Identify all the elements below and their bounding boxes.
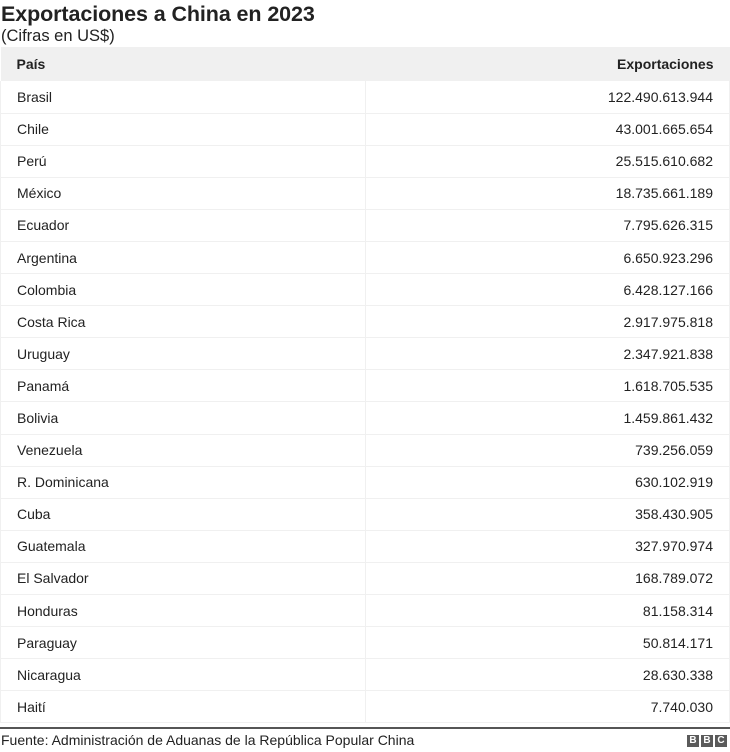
country-cell: Nicaragua — [1, 659, 366, 691]
country-cell: Chile — [1, 113, 366, 145]
country-cell: Guatemala — [1, 530, 366, 562]
footer-divider — [0, 727, 730, 729]
table-header-row — [1, 47, 730, 81]
exports-cell: 6.650.923.296 — [366, 241, 730, 273]
table-row — [1, 466, 730, 498]
exports-cell: 122.490.613.944 — [366, 81, 730, 113]
country-cell: Brasil — [1, 81, 366, 113]
country-cell: Haití — [1, 691, 366, 723]
table-row — [1, 113, 730, 145]
country-cell: Perú — [1, 145, 366, 177]
column-header-country: País — [16, 56, 46, 72]
country-cell: Bolivia — [1, 402, 366, 434]
exports-cell: 2.917.975.818 — [366, 306, 730, 338]
exports-cell: 1.459.861.432 — [366, 402, 730, 434]
exports-cell: 358.430.905 — [366, 498, 730, 530]
chart-subtitle: (Cifras en US$) — [1, 27, 115, 45]
country-cell: Venezuela — [1, 434, 366, 466]
bbc-logo-letter: C — [715, 735, 727, 747]
table-row — [1, 81, 730, 113]
bbc-logo-letter: B — [687, 735, 699, 747]
country-cell: Cuba — [1, 498, 366, 530]
exports-cell: 25.515.610.682 — [366, 145, 730, 177]
table-row — [1, 530, 730, 562]
table-row — [1, 145, 730, 177]
exports-cell: 81.158.314 — [366, 595, 730, 627]
country-cell: El Salvador — [1, 562, 366, 594]
source-note: Fuente: Administración de Aduanas de la República Popular China — [1, 732, 415, 748]
exports-cell: 739.256.059 — [366, 434, 730, 466]
country-cell: R. Dominicana — [1, 466, 366, 498]
country-cell: Panamá — [1, 370, 366, 402]
exports-cell: 7.795.626.315 — [366, 209, 730, 241]
table-row — [1, 691, 730, 723]
column-header-exports: Exportaciones — [617, 56, 714, 72]
bbc-logo — [687, 735, 727, 747]
exports-cell: 43.001.665.654 — [366, 113, 730, 145]
table-row — [1, 209, 730, 241]
table-row — [1, 274, 730, 306]
bbc-logo-letter: B — [701, 735, 713, 747]
chart-title: Exportaciones a China en 2023 — [1, 2, 315, 26]
country-cell: Ecuador — [1, 209, 366, 241]
table-row — [1, 306, 730, 338]
table-row — [1, 595, 730, 627]
exports-cell: 2.347.921.838 — [366, 338, 730, 370]
country-cell: Honduras — [1, 595, 366, 627]
table-row — [1, 338, 730, 370]
country-cell: Uruguay — [1, 338, 366, 370]
exports-cell: 168.789.072 — [366, 562, 730, 594]
exports-cell: 630.102.919 — [366, 466, 730, 498]
exports-cell: 50.814.171 — [366, 627, 730, 659]
country-cell: Colombia — [1, 274, 366, 306]
country-cell: México — [1, 177, 366, 209]
exports-table — [0, 47, 730, 723]
country-cell: Costa Rica — [1, 306, 366, 338]
country-cell: Argentina — [1, 241, 366, 273]
country-cell: Paraguay — [1, 627, 366, 659]
exports-cell: 1.618.705.535 — [366, 370, 730, 402]
exports-cell: 6.428.127.166 — [366, 274, 730, 306]
table-row — [1, 498, 730, 530]
table-row — [1, 402, 730, 434]
table-row — [1, 627, 730, 659]
exports-cell: 28.630.338 — [366, 659, 730, 691]
exports-cell: 7.740.030 — [366, 691, 730, 723]
table-row — [1, 434, 730, 466]
table-row — [1, 177, 730, 209]
table-row — [1, 370, 730, 402]
table-row — [1, 562, 730, 594]
table-row — [1, 659, 730, 691]
exports-cell: 18.735.661.189 — [366, 177, 730, 209]
table-row — [1, 241, 730, 273]
exports-cell: 327.970.974 — [366, 530, 730, 562]
